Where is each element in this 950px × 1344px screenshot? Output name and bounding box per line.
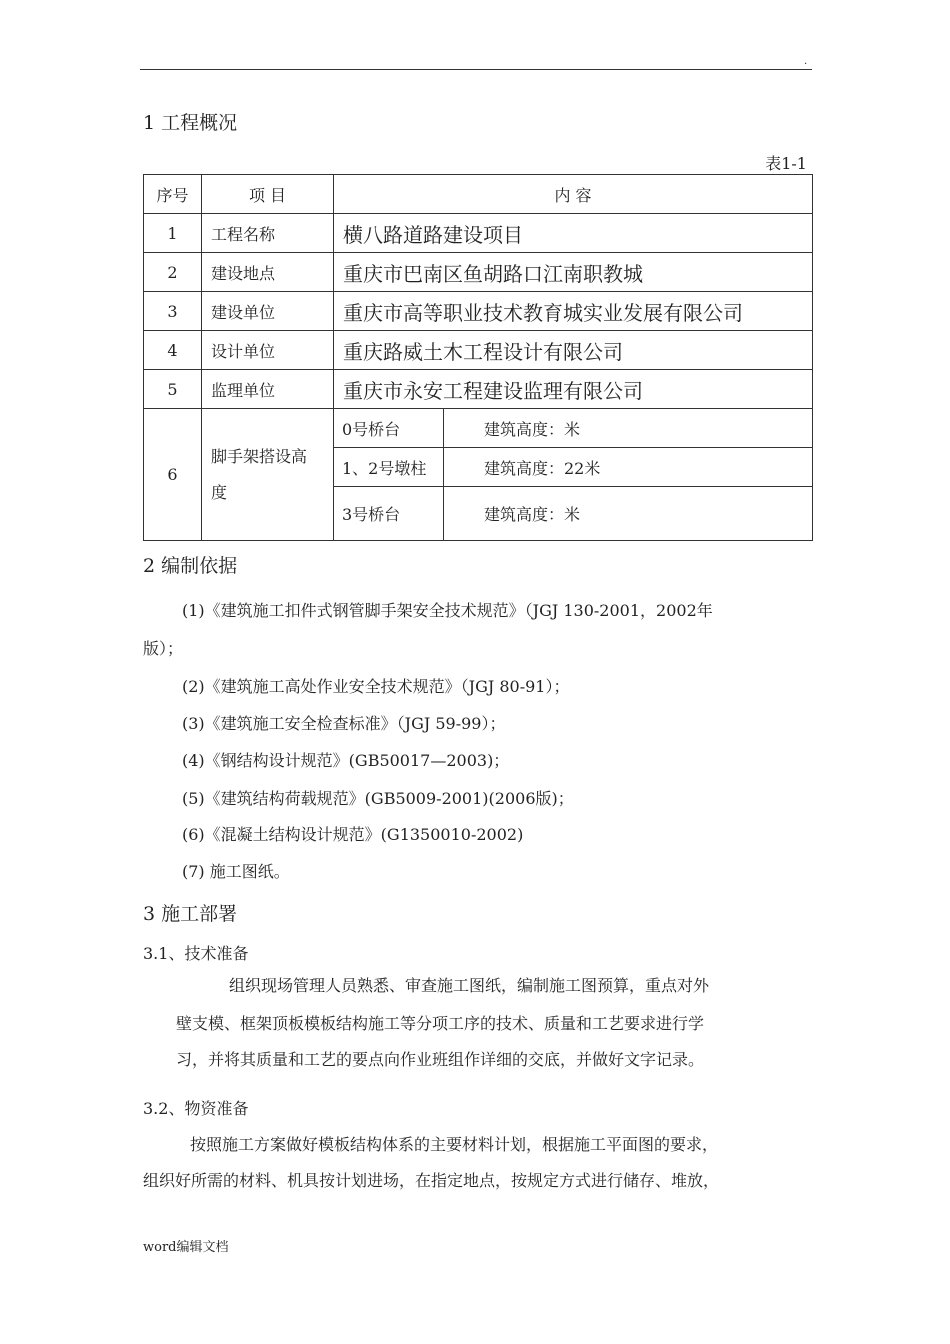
row-no: 1 [144, 214, 202, 253]
table-number: 表1-1 [765, 154, 807, 173]
table-row [144, 214, 813, 253]
row-no: 3 [144, 292, 202, 331]
header-content: 内 容 [334, 175, 813, 214]
basis-item-6: (6)《混凝土结构设计规范》(G1350010-2002) [182, 825, 524, 844]
scaffold-item-line2: 度 [211, 482, 228, 502]
row-item: 建设地点 [202, 253, 334, 292]
table-row [144, 331, 813, 370]
row-item: 监理单位 [202, 370, 334, 409]
table-row [144, 292, 813, 331]
table-row [144, 370, 813, 409]
basis-item-1-line-2: 版）； [143, 639, 184, 658]
basis-item-3: (3)《建筑施工安全检查标准》（JGJ 59-99）； [182, 714, 506, 733]
footer-text: word编辑文档 [143, 1240, 229, 1255]
row-item: 设计单位 [202, 331, 334, 370]
header-rule [140, 69, 812, 70]
section-3-2-line-2: 组织好所需的材料、机具按计划进场，在指定地点，按规定方式进行储存、堆放， [143, 1171, 720, 1190]
section-3-2-line-1: 按照施工方案做好模板结构体系的主要材料计划，根据施工平面图的要求， [190, 1135, 719, 1154]
scaffold-height: 建筑高度：22米 [444, 448, 813, 487]
project-overview-table [143, 174, 813, 541]
scaffold-no: 6 [144, 409, 202, 541]
row-no: 2 [144, 253, 202, 292]
section-3-1-line-2: 壁支模、框架顶板模板结构施工等分项工序的技术、质量和工艺要求进行学 [176, 1014, 705, 1033]
section-3-2-title: 3.2、物资准备 [143, 1099, 249, 1118]
section-3-1-line-3: 习，并将其质量和工艺的要点向作业班组作详细的交底，并做好文字记录。 [176, 1050, 705, 1069]
row-value: 重庆市高等职业技术教育城实业发展有限公司 [334, 292, 813, 331]
header-mark: . [804, 56, 808, 67]
basis-item-7: (7) 施工图纸。 [182, 862, 290, 881]
section-2-title: 2 编制依据 [143, 555, 238, 577]
scaffold-item [202, 409, 334, 541]
section-1-title: 1 工程概况 [143, 112, 238, 134]
basis-item-2: (2)《建筑施工高处作业安全技术规范》（JGJ 80-91）； [182, 677, 570, 696]
scaffold-height: 建筑高度：米 [444, 409, 813, 448]
scaffold-name: 1、2号墩柱 [334, 448, 444, 487]
section-3-1-title: 3.1、技术准备 [143, 944, 249, 963]
section-3-title: 3 施工部署 [143, 903, 238, 925]
basis-item-5: (5)《建筑结构荷载规范》(GB5009-2001)(2006版)； [182, 789, 574, 808]
scaffold-height: 建筑高度：米 [444, 487, 813, 541]
scaffold-item-line1: 脚手架搭设高 [211, 446, 308, 466]
row-value: 重庆市巴南区鱼胡路口江南职教城 [334, 253, 813, 292]
scaffold-subrow [144, 409, 813, 448]
section-3-1-line-1: 组织现场管理人员熟悉、审查施工图纸，编制施工图预算，重点对外 [229, 976, 710, 995]
row-value: 重庆市永安工程建设监理有限公司 [334, 370, 813, 409]
row-value: 横八路道路建设项目 [334, 214, 813, 253]
scaffold-name: 3号桥台 [334, 487, 444, 541]
row-item: 建设单位 [202, 292, 334, 331]
header-item: 项 目 [202, 175, 334, 214]
basis-item-4: (4)《钢结构设计规范》(GB50017—2003)； [182, 751, 510, 770]
header-no: 序号 [144, 175, 202, 214]
scaffold-name: 0号桥台 [334, 409, 444, 448]
basis-item-1-line-1: (1)《建筑施工扣件式钢管脚手架安全技术规范》（JGJ 130-2001，2002年 [182, 601, 713, 620]
row-no: 4 [144, 331, 202, 370]
row-no: 5 [144, 370, 202, 409]
row-item: 工程名称 [202, 214, 334, 253]
table-header-row [144, 175, 813, 214]
row-value: 重庆路威土木工程设计有限公司 [334, 331, 813, 370]
table-row [144, 253, 813, 292]
